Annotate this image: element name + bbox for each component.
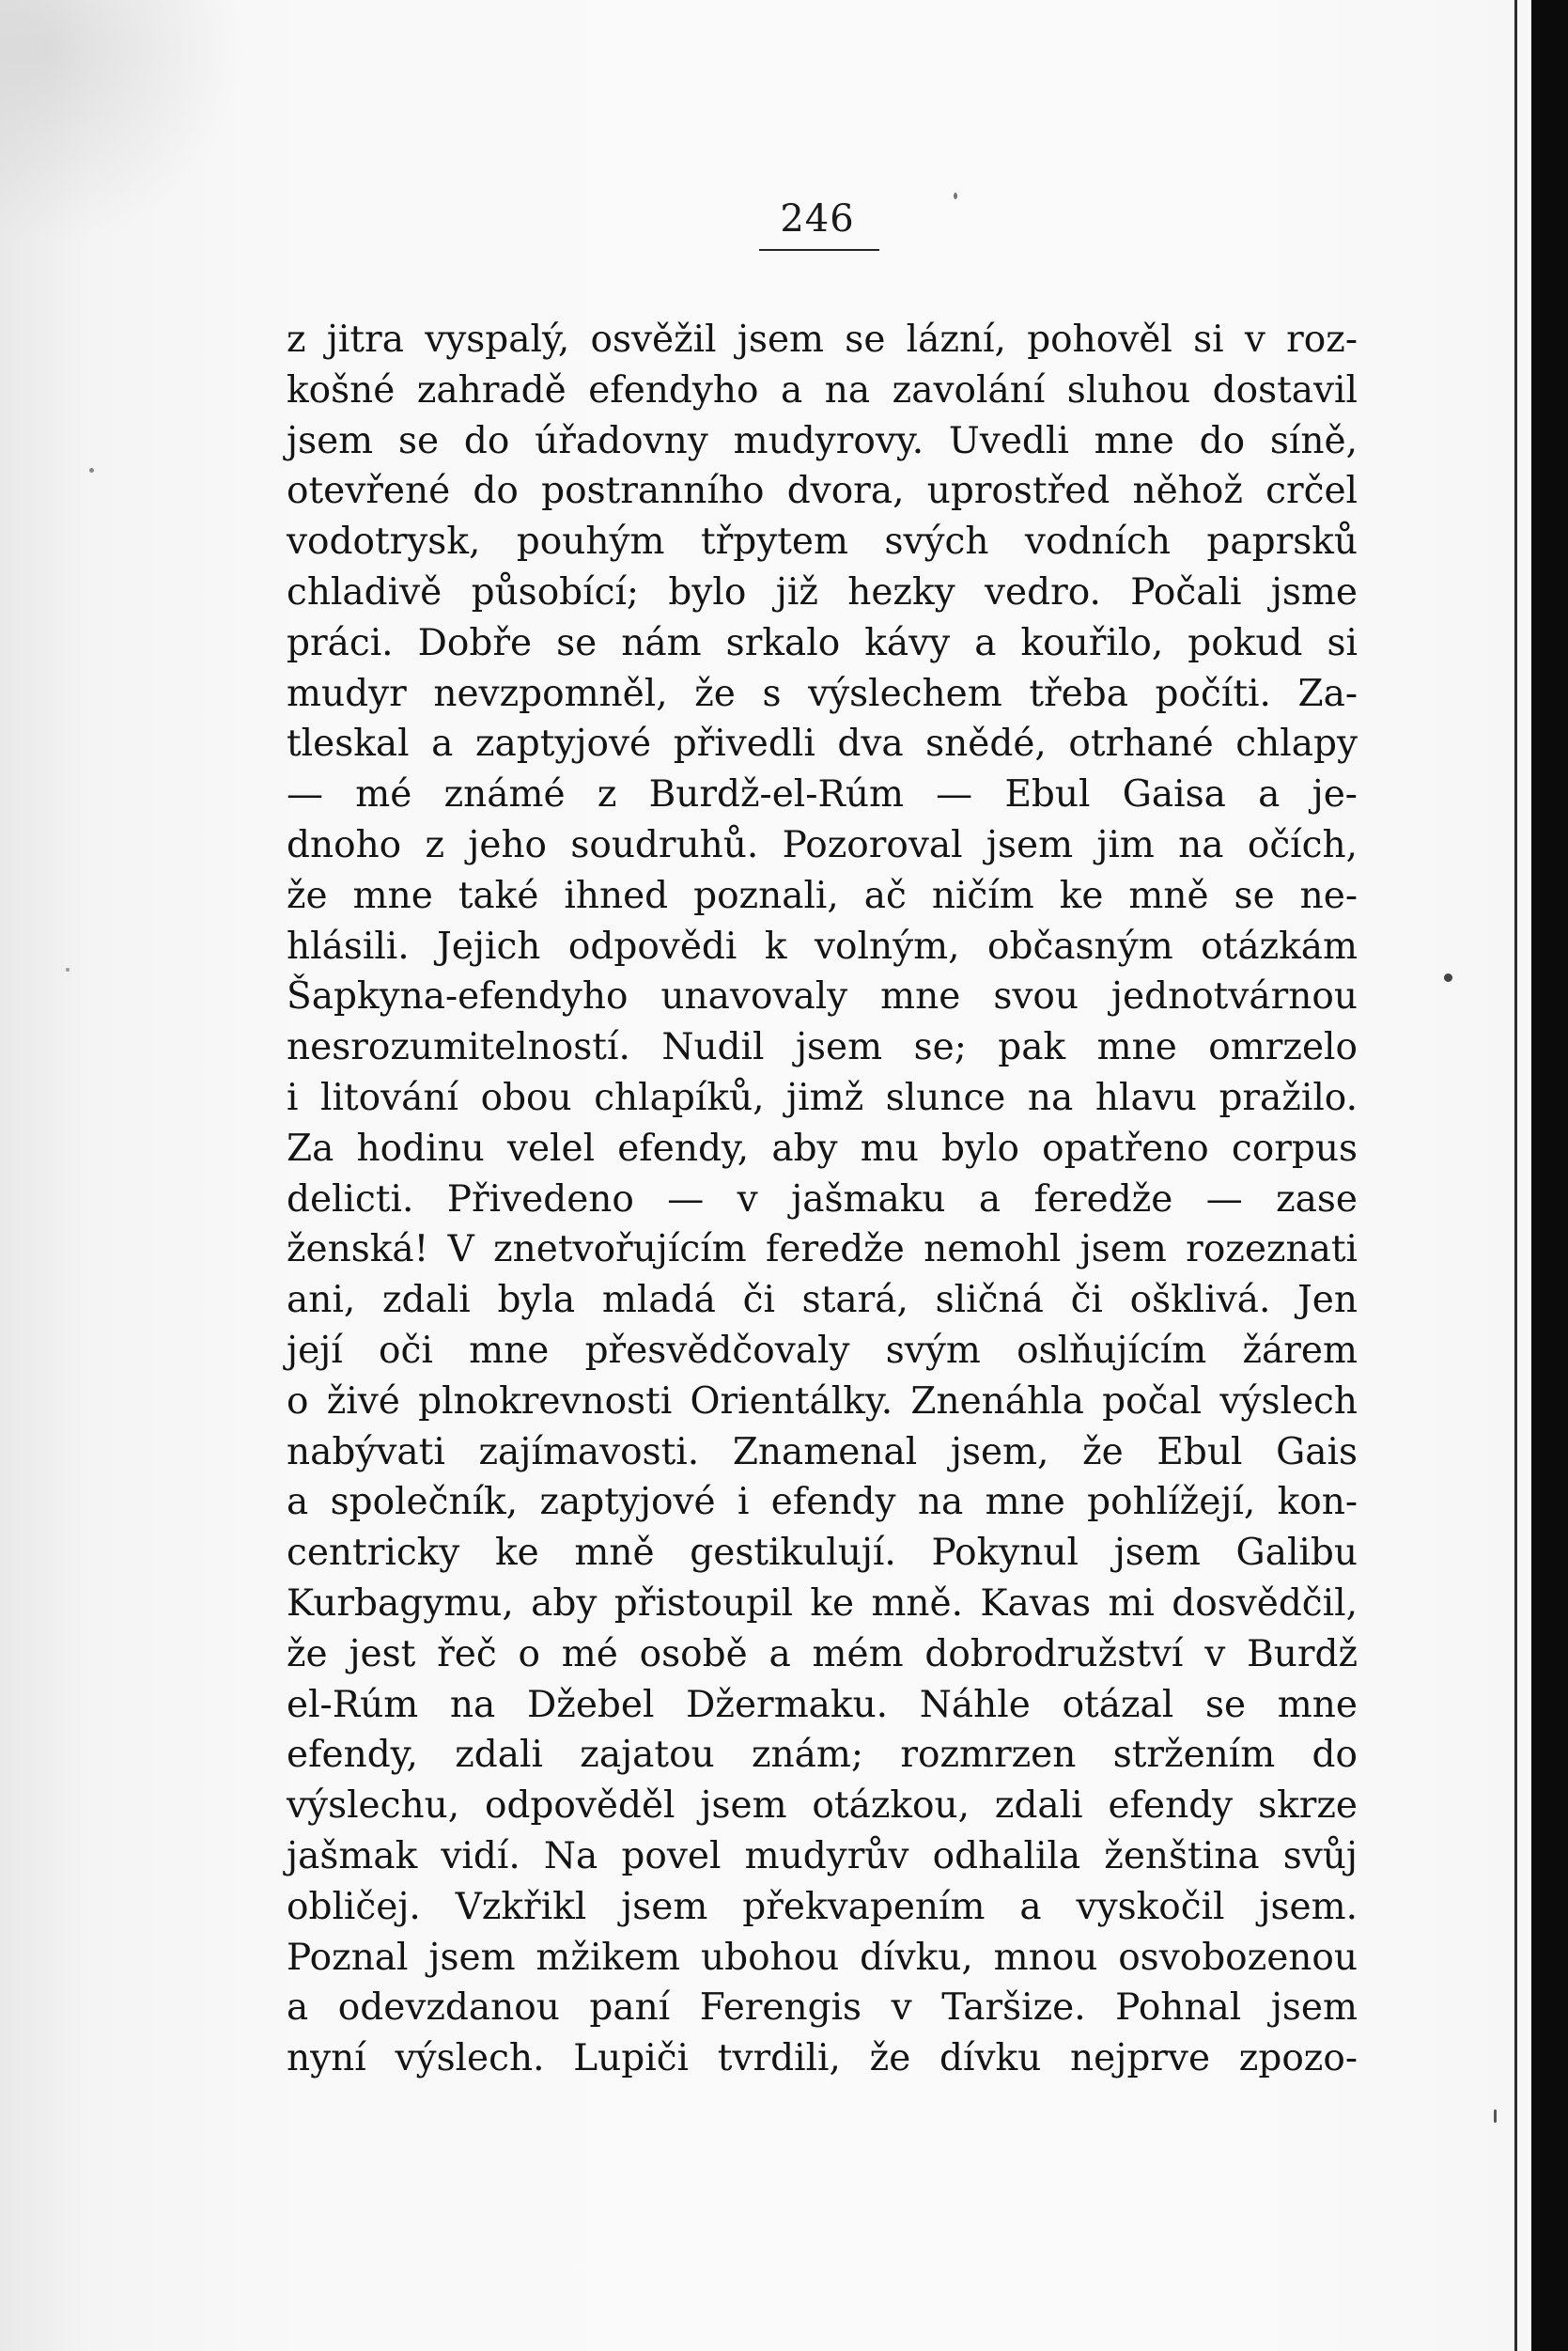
paper-speck	[954, 193, 957, 199]
text-line: Kurbagymu, aby přistoupil ke mně. Kavas mi dosvědčil,	[287, 1581, 1358, 1625]
text-line: delicti. Přivedeno — v jašmaku a feredže — zase	[287, 1177, 1358, 1221]
body-text	[287, 315, 1358, 2084]
page-number: 246	[780, 197, 855, 241]
text-line: tleskal a zaptyjové přivedli dva snědé, otrhané chlapy	[287, 723, 1358, 766]
page-number-underline	[759, 249, 879, 251]
text-line: košné zahradě efendyho a na zavolání sluhou dostavil	[287, 368, 1358, 412]
text-line: vodotrysk, pouhým třpytem svých vodních paprsků	[287, 521, 1358, 564]
text-line: nesrozumitelností. Nudil jsem se; pak mne omrzelo	[287, 1026, 1358, 1069]
text-line: — mé známé z Burdž-el-Rúm — Ebul Gaisa a je-	[287, 773, 1358, 817]
text-line: Za hodinu velel efendy, aby mu bylo opatřeno corpus	[287, 1127, 1358, 1170]
paper-speck	[89, 468, 94, 473]
text-line: její oči mne přesvědčovaly svým oslňujícím žárem	[287, 1329, 1358, 1372]
text-line: ženská! V znetvořujícím feredže nemohl jsem rozeznati	[287, 1228, 1358, 1271]
paper-speck	[66, 968, 70, 972]
paper-speck	[1444, 973, 1452, 982]
text-line: el-Rúm na Džebel Džermaku. Náhle otázal se mne	[287, 1683, 1358, 1726]
text-line: mudyr nevzpomněl, že s výslechem třeba počíti. Za-	[287, 672, 1358, 715]
text-line: že jest řeč o mé osobě a mém dobrodružství v Burdž	[287, 1632, 1358, 1675]
text-line: jašmak vidí. Na povel mudyrův odhalila ženština svůj	[287, 1834, 1358, 1877]
text-line: o živé plnokrevnosti Orientálky. Znenáhla počal výslech	[287, 1379, 1358, 1423]
text-line: Poznal jsem mžikem ubohou dívku, mnou osvobozenou	[287, 1936, 1358, 1979]
text-line: ani, zdali byla mladá či stará, sličná či ošklivá. Jen	[287, 1279, 1358, 1322]
text-line: chladivě působící; bylo již hezky vedro. Počali jsme	[287, 570, 1358, 614]
text-line: a odevzdanou paní Ferengis v Taršize. Pohnal jsem	[287, 1986, 1358, 2030]
text-line: z jitra vyspalý, osvěžil jsem se lázní, pohověl si v roz-	[287, 319, 1358, 361]
text-line: Šapkyna-efendyho unavovaly mne svou jednotvárnou	[287, 975, 1358, 1019]
text-line: a společník, zaptyjové i efendy na mne pohlížejí, kon-	[287, 1481, 1358, 1524]
text-line: otevřené do postranního dvora, uprostřed něhož crčel	[287, 470, 1358, 513]
text-line: nyní výslech. Lupiči tvrdili, že dívku nejprve zpozo-	[287, 2037, 1358, 2080]
text-line: centricky ke mně gestikulují. Pokynul jsem Galibu	[287, 1532, 1358, 1575]
text-line: výslechu, odpověděl jsem otázkou, zdali efendy skrze	[287, 1784, 1358, 1828]
text-line: jsem se do úřadovny mudyrovy. Uvedli mne do síně,	[287, 419, 1358, 462]
text-line: efendy, zdali zajatou znám; rozmrzen stržením do	[287, 1734, 1358, 1777]
page-edge-shadow	[1514, 0, 1517, 2351]
text-line: práci. Dobře se nám srkalo kávy a kouřilo, pokud si	[287, 621, 1358, 664]
scan-border	[1531, 0, 1568, 2351]
text-line: že mne také ihned poznali, ač ničím ke mně se ne-	[287, 874, 1358, 917]
text-line: dnoho z jeho soudruhů. Pozoroval jsem jim na očích,	[287, 823, 1358, 866]
text-line: obličej. Vzkřikl jsem překvapením a vyskočil jsem.	[287, 1885, 1358, 1928]
paper-speck	[1494, 2110, 1497, 2123]
text-line: hlásili. Jejich odpovědi k volným, občasným otázkám	[287, 925, 1358, 968]
text-line: i litování obou chlapíků, jimž slunce na hlavu pražilo.	[287, 1076, 1358, 1119]
text-line: nabývati zajímavosti. Znamenal jsem, že Ebul Gais	[287, 1430, 1358, 1473]
